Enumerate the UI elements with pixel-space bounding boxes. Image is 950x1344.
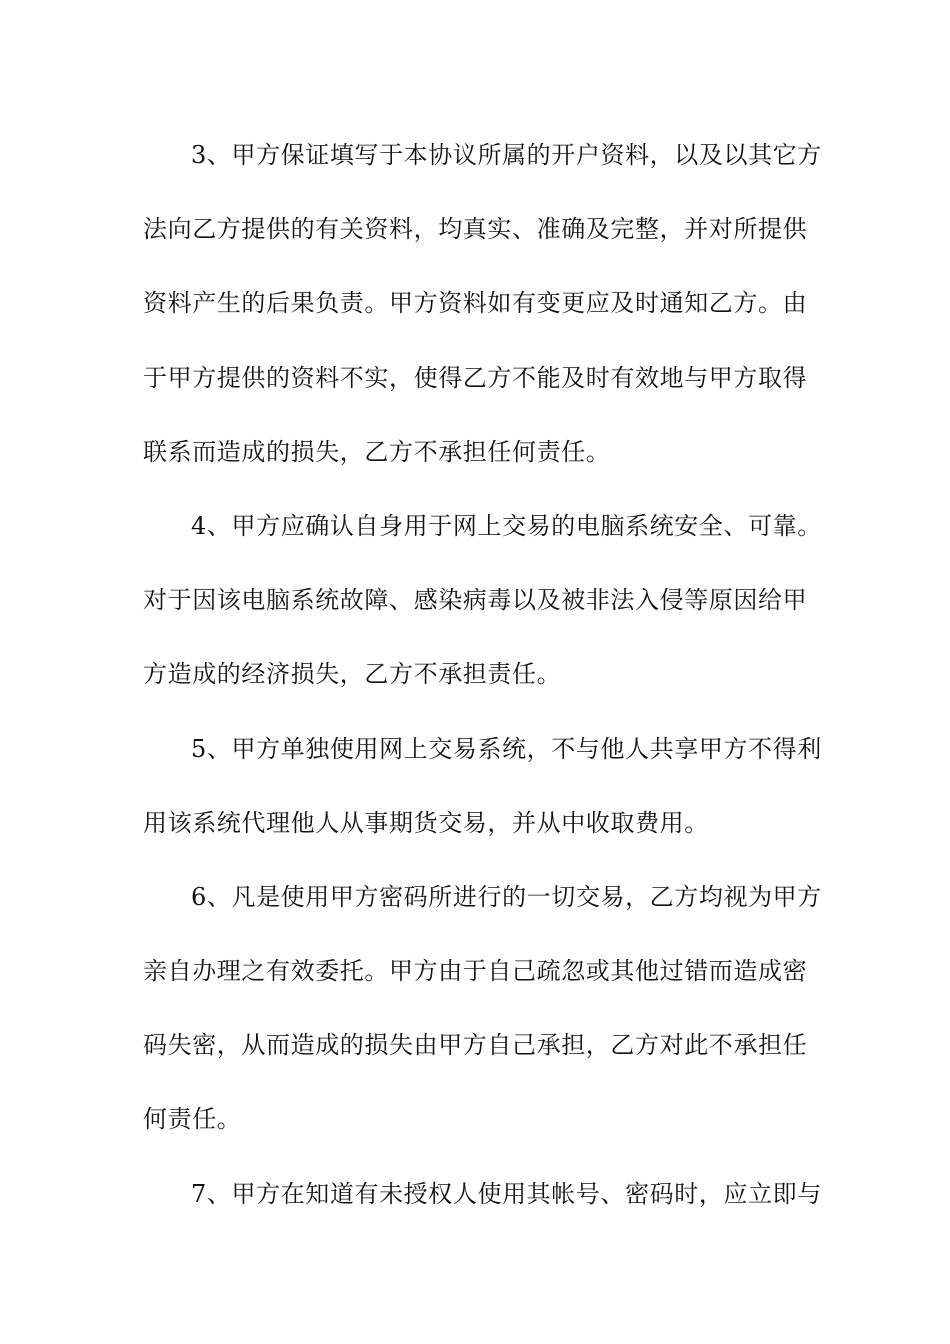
clause-7-line-1: 7、甲方在知道有未授权人使用其帐号、密码时，应立即与: [191, 1179, 822, 1208]
clause-5-line-2: 用该系统代理他人从事期货交易，并从中收取费用。: [143, 808, 709, 837]
clause-5-line-1: 5、甲方单独使用网上交易系统，不与他人共享甲方不得利: [191, 734, 822, 763]
clause-4-line-3: 方造成的经济损失，乙方不承担责任。: [143, 660, 562, 689]
clause-3-line-1: 3、甲方保证填写于本协议所属的开户资料，以及以其它方: [191, 141, 822, 169]
clause-6-line-4: 何责任。: [143, 1105, 242, 1134]
clause-3-line-3: 资料产生的后果负责。甲方资料如有变更应及时通知乙方。由: [143, 289, 808, 318]
clause-4-line-2: 对于因该电脑系统故障、感染病毒以及被非法入侵等原因给甲: [143, 586, 808, 615]
clause-3-line-4: 于甲方提供的资料不实，使得乙方不能及时有效地与甲方取得: [143, 363, 808, 392]
clause-6-line-2: 亲自办理之有效委托。甲方由于自己疏忽或其他过错而造成密: [143, 957, 808, 986]
clause-3-line-5: 联系而造成的损失，乙方不承担任何责任。: [143, 437, 611, 466]
clause-3-line-2: 法向乙方提供的有关资料，均真实、准确及完整，并对所提供: [143, 215, 808, 244]
clause-4-line-1: 4、甲方应确认自身用于网上交易的电脑系统安全、可靠。: [191, 511, 822, 540]
document-body: [143, 118, 822, 1231]
clause-6-line-3: 码失密，从而造成的损失由甲方自己承担，乙方对此不承担任: [143, 1031, 808, 1060]
clause-6-line-1: 6、凡是使用甲方密码所进行的一切交易，乙方均视为甲方: [191, 882, 822, 911]
